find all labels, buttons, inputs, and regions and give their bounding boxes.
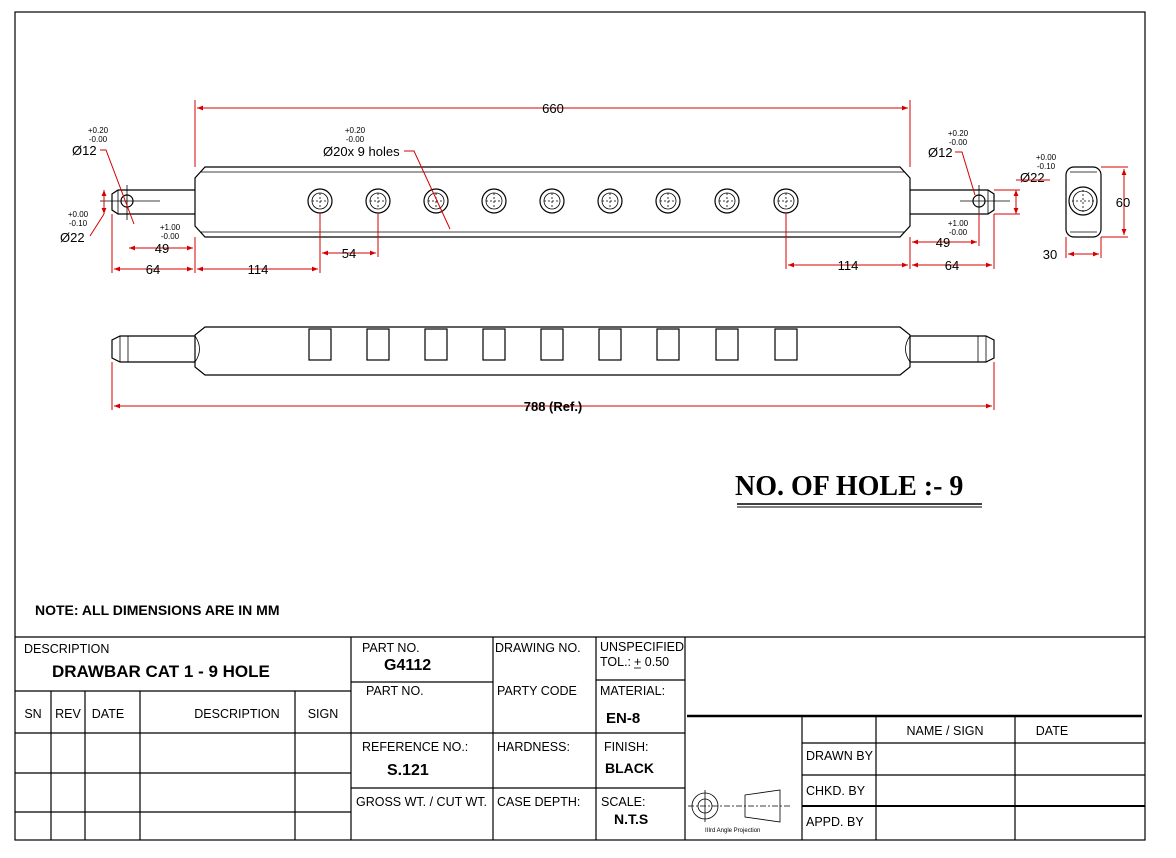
drawbar-body: [195, 167, 910, 237]
dim-right-64: 64: [944, 258, 960, 273]
dim-660: 660: [542, 101, 564, 116]
dim-right-pin: Ø12: [928, 145, 953, 160]
finish-value: BLACK: [605, 760, 654, 776]
right-49-tol-bottom: -0.00: [948, 228, 968, 237]
scale-value: N.T.S: [614, 811, 649, 827]
hole-count-headline: NO. OF HOLE :- 9: [735, 471, 964, 502]
description-value: DRAWBAR CAT 1 - 9 HOLE: [52, 662, 270, 681]
left-49-tol-bottom: -0.00: [160, 232, 180, 241]
hole-2: [366, 189, 390, 213]
dim-side-60: 60: [1115, 195, 1131, 210]
front-left-shank: [112, 336, 195, 362]
description-label: DESCRIPTION: [24, 642, 110, 656]
hole-4: [482, 189, 506, 213]
hole-tol-bottom: -0.00: [345, 135, 365, 144]
hardness-label: HARDNESS:: [497, 740, 570, 754]
dimensions-note: NOTE: ALL DIMENSIONS ARE IN MM: [35, 602, 280, 618]
col-date: DATE: [91, 707, 125, 721]
hole-6: [598, 189, 622, 213]
right-pin-tol-top: +0.20: [947, 129, 969, 138]
front-right-shank: [910, 336, 994, 362]
drawing-no-label: DRAWING NO.: [495, 641, 581, 655]
hole-3: [424, 189, 448, 213]
name-sign-label: NAME / SIGN: [906, 724, 984, 738]
dim-right-114: 114: [837, 258, 859, 273]
right-dia-tol-top: +0.00: [1035, 153, 1057, 162]
tol-label: TOL.:: [600, 655, 632, 669]
finish-label: FINISH:: [604, 740, 649, 754]
date-label: DATE: [1035, 724, 1069, 738]
drawn-by-label: DRAWN BY: [806, 749, 873, 763]
holes-row: [308, 189, 798, 213]
party-code-label: PARTY CODE: [497, 684, 577, 698]
side-view: [1043, 167, 1130, 262]
material-label: MATERIAL:: [600, 684, 666, 698]
front-view: [112, 327, 994, 414]
dim-right-49: 49: [935, 235, 951, 250]
col-sn: SN: [24, 707, 42, 721]
part-no2-label: PART NO.: [366, 684, 424, 698]
reference-value: S.121: [387, 762, 429, 779]
left-pin-tol-bottom: -0.00: [88, 135, 108, 144]
left-dia-tol-top: +0.00: [67, 210, 89, 219]
hole-tol-top: +0.20: [344, 126, 366, 135]
dim-left-pin: Ø12: [72, 143, 97, 158]
material-value: EN-8: [606, 710, 641, 727]
side-view-outline: [1066, 167, 1101, 237]
hole-1: [308, 189, 332, 213]
left-shank: [112, 190, 195, 214]
dim-side-30: 30: [1042, 247, 1058, 262]
tol-value: + 0.50: [634, 655, 670, 669]
dim-pitch-54: 54: [341, 246, 357, 261]
right-shank: [910, 190, 994, 214]
hole-5: [540, 189, 564, 213]
col-description: DESCRIPTION: [194, 707, 280, 721]
appd-by-label: APPD. BY: [806, 815, 864, 829]
left-dia-tol-bottom: -0.10: [68, 219, 88, 228]
hole-7: [656, 189, 680, 213]
col-rev: REV: [55, 707, 81, 721]
dim-left-64: 64: [145, 262, 161, 277]
right-dia-tol-bottom: -0.10: [1036, 162, 1056, 171]
left-49-tol-top: +1.00: [159, 223, 181, 232]
front-body: [195, 327, 910, 375]
title-block: [15, 637, 1145, 840]
scale-label: SCALE:: [601, 795, 646, 809]
hole-8: [715, 189, 739, 213]
part-no-label: PART NO.: [362, 641, 420, 655]
unspecified-label: UNSPECIFIED: [600, 640, 685, 654]
case-depth-label: CASE DEPTH:: [497, 795, 581, 809]
dim-left-114: 114: [247, 262, 269, 277]
dim-left-dia: Ø22: [60, 230, 85, 245]
chkd-by-label: CHKD. BY: [806, 784, 866, 798]
top-view-dimensions: [60, 100, 1057, 277]
right-49-tol-top: +1.00: [947, 219, 969, 228]
dim-right-dia: Ø22: [1020, 170, 1045, 185]
third-angle-projection-symbol: [688, 790, 790, 834]
projection-label: IIIrd Angle Projection: [705, 828, 761, 834]
part-no-value: G4112: [384, 657, 432, 674]
top-view: [100, 167, 1010, 237]
gross-wt-label: GROSS WT. / CUT WT.: [356, 795, 488, 809]
col-sign: SIGN: [307, 707, 339, 721]
hole-9: [774, 189, 798, 213]
front-slots: [309, 329, 797, 360]
dim-overall: 788 (Ref.): [523, 399, 583, 414]
right-pin-tol-bottom: -0.00: [948, 138, 968, 147]
reference-label: REFERENCE NO.:: [362, 740, 469, 754]
dim-left-49: 49: [154, 241, 170, 256]
dim-holes: Ø20x 9 holes: [323, 144, 400, 159]
left-pin-tol-top: +0.20: [87, 126, 109, 135]
